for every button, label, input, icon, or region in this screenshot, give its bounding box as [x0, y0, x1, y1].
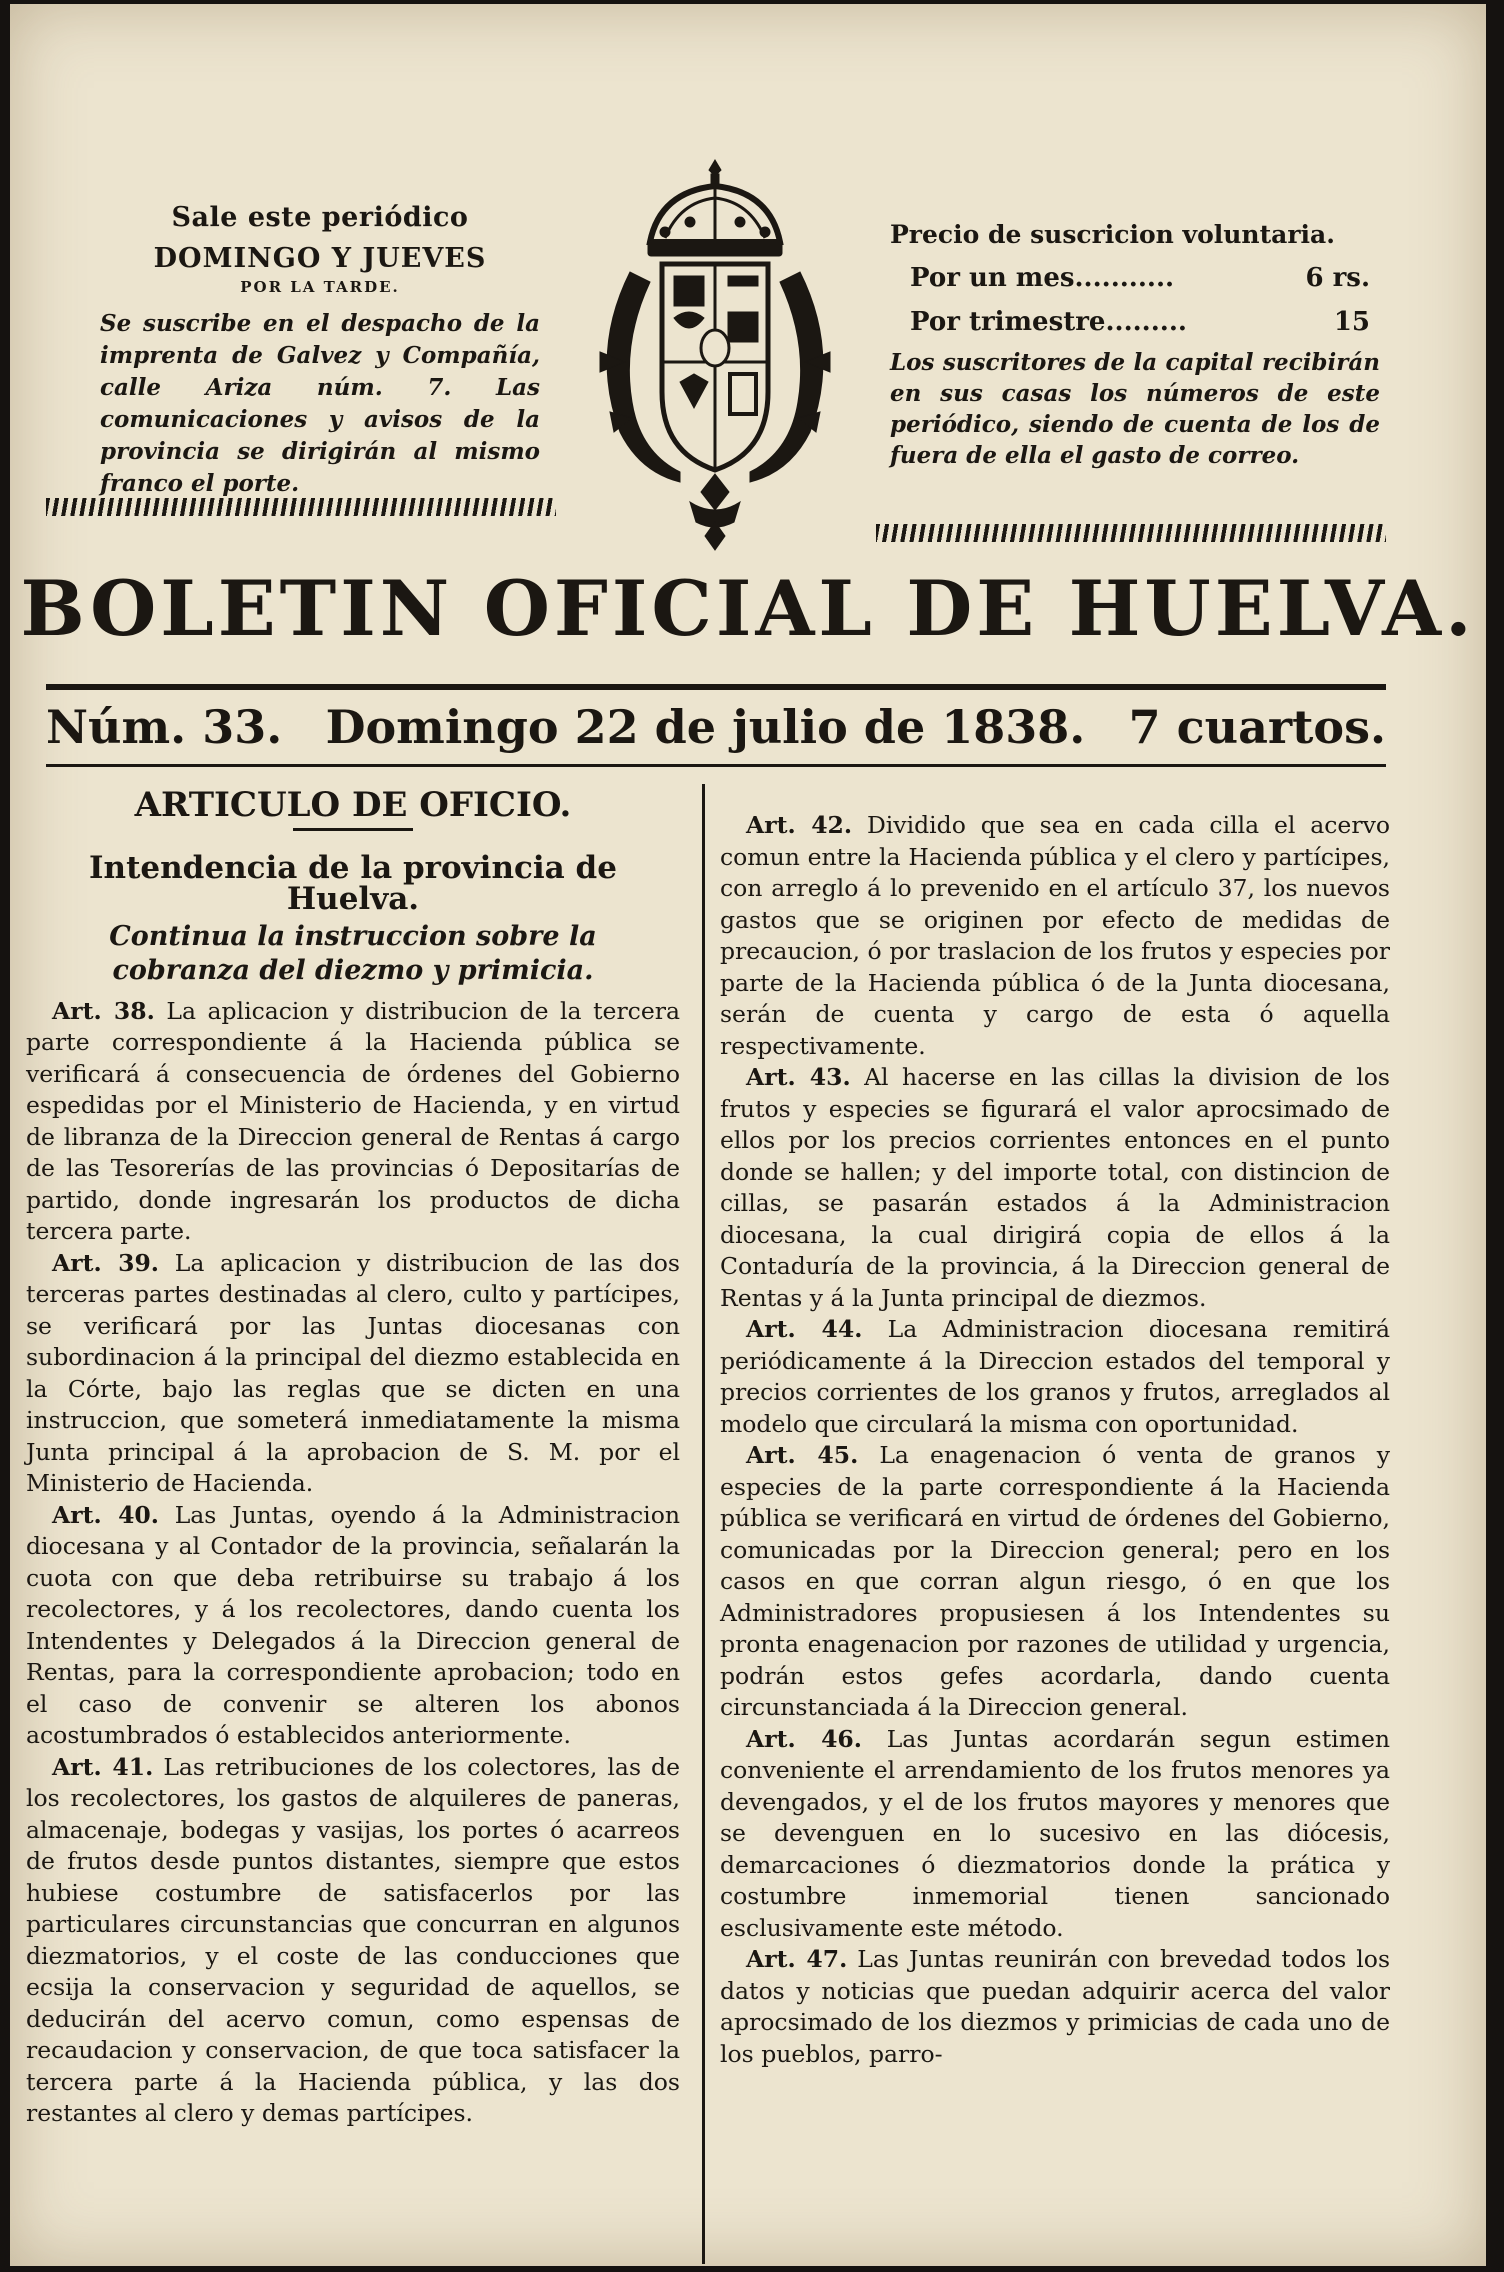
price-row-month	[910, 263, 1370, 293]
article-text: La enagenacion ó venta de granos y especies de la parte correspondiente á la Hacienda pública se verificará en virtud de órdenes del Gobierno, comunicadas por la Direccion general; pero en los casos en que corran algun riesgo, ó en que los Administradores propusiesen á los Intendentes su pronta enagenacion por razones de utilidad y urgencia, podrán estos gefes acordarla, dando cuenta circunstanciada á la Direccion general.	[720, 1441, 1390, 1721]
publication-time: POR LA TARDE.	[240, 278, 400, 296]
article-text: La Administracion diocesana remitirá periódicamente á la Direccion estados del temporal y precios corrientes de los granos y frutos, arreglados al modelo que circulará la misma con oportunidad.	[720, 1315, 1390, 1438]
price-quarter-value: 15	[1333, 307, 1370, 337]
article-paragraph	[720, 810, 1390, 1062]
subscription-prices	[890, 220, 1380, 471]
subscription-note: Se suscribe en el despacho de la imprenta de Galvez y Compañía, calle Ariza núm. 7. Las comunicaciones y avisos de la provincia se dirigirán al mismo franco el porte.	[100, 310, 540, 497]
issue-number: Núm. 33.	[46, 700, 283, 754]
right-column	[720, 810, 1390, 2070]
article-text: Las Juntas acordarán segun estimen conveniente el arrendamiento de los frutos menores ya devengados, y el de los frutos mayores y menores que se devenguen en lo sucesivo en las diócesis, demarcaciones ó diezmatorios donde la prática y costumbre inmemorial tienen sancionado esclusivamente este método.	[720, 1724, 1390, 1942]
article-paragraph	[720, 1440, 1390, 1724]
article-label: Art. 41.	[52, 1752, 154, 1781]
column-divider	[702, 784, 705, 2264]
left-column	[26, 785, 680, 2130]
article-paragraph	[26, 1500, 680, 1752]
masthead-rule-bottom	[46, 764, 1386, 767]
section-title-rule	[293, 828, 413, 831]
publication-info	[100, 202, 540, 500]
article-text: Las retribuciones de los colectores, las de los recolectores, los gastos de alquileres de paneras, almacenaje, bodegas y vasijas, los portes ó acarreos de frutos desde puntos distantes, siempre que estos hubiese costumbre de satisfacerlos por las particulares circunstancias que concurran en algunos diezmatorios, y el coste de las conducciones que ecsija la conservacion y seguridad de aquellos, se deducirán del acervo comun, como espensas de recaudacion y conservacion, de que toca satisfacer la tercera parte á la Hacienda pública, y las dos restantes al clero y demas partícipes.	[26, 1752, 680, 2127]
ornamental-rule-left	[46, 498, 556, 516]
article-label: Art. 39.	[52, 1248, 159, 1277]
price-month-label: Por un mes...........	[910, 263, 1175, 293]
article-label: Art. 38.	[52, 996, 155, 1025]
publication-days: DOMINGO Y JUEVES	[153, 243, 487, 274]
section-title: ARTICULO DE OFICIO.	[134, 785, 572, 825]
price-row-quarter	[910, 307, 1370, 337]
article-paragraph	[720, 1062, 1390, 1314]
masthead-rule-top	[46, 684, 1386, 690]
instruction-subtitle: Continua la instruccion sobre la cobranza del diezmo y primicia.	[109, 920, 597, 986]
price-quarter-label: Por trimestre.........	[910, 307, 1187, 337]
article-paragraph	[720, 1724, 1390, 1945]
price-month-value: 6 rs.	[1305, 263, 1370, 293]
article-label: Art. 42.	[746, 811, 853, 839]
intendencia-heading: Intendencia de la provincia de Huelva.	[89, 849, 617, 917]
article-paragraph	[720, 1944, 1390, 2070]
article-text: La aplicacion y distribucion de la tercera parte correspondiente á la Hacienda pública se verificará á consecuencia de órdenes del Gobierno espedidas por el Ministerio de Hacienda, y en virtud de libranza de la Direccion general de Rentas á cargo de las Tesorerías de las provincias ó Depositarías de partido, donde ingresarán los productos de dicha tercera parte.	[26, 996, 680, 1245]
issue-price: 7 cuartos.	[1128, 700, 1386, 754]
masthead-title: BOLETIN OFICIAL DE HUELVA.	[20, 564, 1476, 653]
article-text: La aplicacion y distribucion de las dos terceras partes destinadas al clero, culto y partícipes, se verificará por las Juntas diocesanas con subordinacion á la principal del diezmo establecida en la Córte, bajo las reglas que se dicten en una instruccion, que someterá inmediatamente la misma Junta principal á la aprobacion de S. M. por el Ministerio de Hacienda.	[26, 1248, 680, 1497]
article-text: Al hacerse en las cillas la division de los frutos y especies se figurará el valor aprocsimado de ellos por los precios corrientes entonces en el punto donde se hallen; y del importe total, con distincion de cillas, se pasarán estados á la Administracion diocesana, la cual dirigirá copia de ellos á la Contaduría de la provincia, á la Direccion general de Rentas y á la Junta principal de diezmos.	[720, 1063, 1390, 1312]
delivery-note: Los suscritores de la capital recibirán en sus casas los números de este periódico, siendo de cuenta de los de fuera de ella el gasto de correo.	[890, 349, 1380, 469]
newspaper-page	[10, 4, 1486, 2266]
article-label: Art. 47.	[746, 1945, 848, 1973]
article-paragraph	[26, 1752, 680, 2130]
article-text: Las Juntas, oyendo á la Administracion diocesana y al Contador de la provincia, señalarán la cuota con que deba retribuirse su trabajo á los recolectores, y á los recolectores, dando cuenta los Intendentes y Delegados á la Direccion general de Rentas, para la correspondiente aprobacion; todo en el caso de convenir se alteren los abonos acostumbrados ó establecidos anteriormente.	[26, 1500, 680, 1749]
article-label: Art. 43.	[746, 1063, 851, 1091]
article-label: Art. 45.	[746, 1441, 859, 1469]
article-text: Dividido que sea en cada cilla el acervo comun entre la Hacienda pública y el clero y partícipes, con arreglo á lo prevenido en el artículo 37, los nuevos gastos que se originen por efecto de medidas de precaucion, ó por traslacion de los frutos y especies por parte de la Hacienda pública ó de la Junta diocesana, serán de cuenta y cargo de esta ó aquella respectivamente.	[720, 811, 1390, 1060]
issue-line	[46, 700, 1386, 754]
ornamental-rule-right	[876, 524, 1386, 542]
article-label: Art. 46.	[746, 1724, 862, 1753]
issue-date: Domingo 22 de julio de 1838.	[325, 700, 1086, 754]
royal-crest-icon	[570, 152, 860, 552]
price-title: Precio de suscricion voluntaria.	[890, 220, 1335, 249]
article-label: Art. 40.	[52, 1500, 159, 1529]
article-paragraph	[26, 1248, 680, 1500]
article-text: Las Juntas reunirán con brevedad todos los datos y noticias que puedan adquirir acerca del valor aprocsimado de los diezmos y primicias de cada uno de los pueblos, parro-	[720, 1945, 1390, 2068]
article-paragraph	[26, 996, 680, 1248]
article-paragraph	[720, 1314, 1390, 1440]
publication-schedule-line1: Sale este periódico	[171, 202, 469, 233]
article-label: Art. 44.	[746, 1315, 863, 1343]
